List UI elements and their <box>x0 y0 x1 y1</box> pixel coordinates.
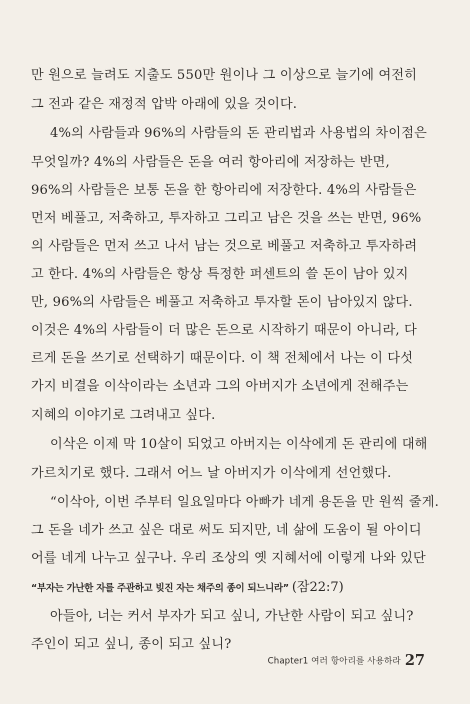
page-footer <box>268 650 425 669</box>
body-line: 이것은 4%의 사람들이 더 많은 돈으로 시작하기 때문이 아니라, 다 <box>31 323 418 338</box>
quote-text: “부자는 가난한 자를 주관하고 빚진 자는 채주의 종이 되느니라” <box>31 583 289 594</box>
body-line: 고 한다. 4%의 사람들은 항상 특정한 퍼센트의 쓸 돈이 남아 있지 <box>31 267 409 282</box>
body-line: 르게 돈을 쓰기로 선택하기 때문이다. 이 책 전체에서 나는 이 다섯 <box>31 351 414 366</box>
quote-reference: (잠22:7) <box>291 580 344 595</box>
body-line: 만, 96%의 사람들은 베풀고 저축하고 투자할 돈이 남아있지 않다. <box>31 295 413 310</box>
body-line: 먼저 베풀고, 저축하고, 투자하고 그리고 남은 것을 쓰는 반면, 96% <box>31 211 422 226</box>
body-line: 이삭은 이제 막 10살이 되었고 아버지는 이삭에게 돈 관리에 대해 <box>50 437 428 452</box>
body-line: 그 돈을 네가 쓰고 싶은 대로 써도 되지만, 네 삶에 도움이 될 아이디 <box>31 523 422 538</box>
body-line: “이삭아, 이번 주부터 일요일마다 아빠가 네게 용돈을 만 원씩 줄게. <box>50 495 439 510</box>
chapter-title: Chapter1 여러 항아리를 사용하라 <box>267 656 401 667</box>
page-number: 27 <box>404 652 425 669</box>
body-line: 지혜의 이야기로 그려내고 싶다. <box>31 408 216 423</box>
body-line: 주인이 되고 싶니, 종이 되고 싶니? <box>31 637 232 652</box>
body-line: 그 전과 같은 재정적 압박 아래에 있을 것이다. <box>31 97 298 112</box>
body-line: 어를 네게 나누고 싶구나. 우리 조상의 옛 지혜서에 이렇게 나와 있단 <box>31 551 426 566</box>
body-line: 4%의 사람들과 96%의 사람들의 돈 관리법과 사용법의 차이점은 <box>50 126 427 141</box>
body-line: 가지 비결을 이삭이라는 소년과 그의 아버지가 소년에게 전해주는 <box>31 379 409 394</box>
body-line: 무엇일까? 4%의 사람들은 돈을 여러 항아리에 저장하는 반면, <box>31 155 390 170</box>
body-line: 가르치기로 했다. 그래서 어느 날 아버지가 이삭에게 선언했다. <box>31 466 392 481</box>
body-line: 96%의 사람들은 보통 돈을 한 항아리에 저장한다. 4%의 사람들은 <box>31 183 417 198</box>
body-line: 아들아, 너는 커서 부자가 되고 싶니, 가난한 사람이 되고 싶니? <box>50 609 414 624</box>
body-line: 의 사람들은 먼저 쓰고 나서 남는 것으로 베풀고 저축하고 투자하려 <box>31 239 418 254</box>
body-line: 만 원으로 늘려도 지출도 550만 원이나 그 이상으로 늘기에 여전히 <box>31 68 418 83</box>
quote-line <box>31 581 344 594</box>
